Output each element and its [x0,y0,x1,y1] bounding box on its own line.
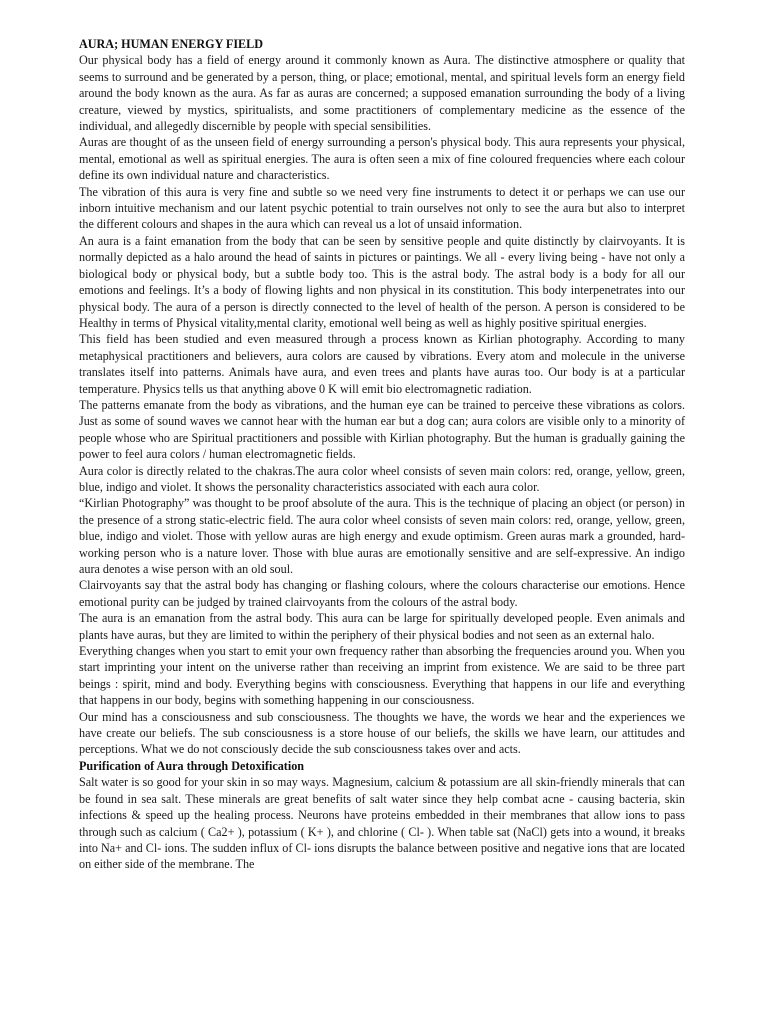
paragraph: Our mind has a consciousness and sub consciousness. The thoughts we have, the words we hear and the experiences we have create our beliefs. The sub consciousness is a store house of our beliefs, the skills we have learn, our attitudes and perceptions. What we do not consciously decide the sub consciousness takes over and acts. [79,709,685,757]
paragraph: Everything changes when you start to emit your own frequency rather than absorbing the frequencies around you. When you start imprinting your intent on the universe rather than receiving an imprint from existence. We are said to be three part beings : spirit, mind and body. Everything begins with consciousness. Everything that happens in our life and everything that happens in our body, begins with something happening in our consciousness. [79,644,685,708]
paragraph: Auras are thought of as the unseen field of energy surrounding a person's physical body. This aura represents your physical, mental, emotional as well as spiritual energies. The aura is often seen a mix of fine coloured frequencies where each colour define its own individual nature and characteristics. [79,135,685,183]
section-subheading: Purification of Aura through Detoxification [79,758,305,773]
paragraph: “Kirlian Photography” was thought to be proof absolute of the aura. This is the technique of placing an object (or person) in the presence of a strong static-electric field. The aura color wheel consists of seven main colors: red, orange, yellow, green, blue, indigo and violet. Those with yellow auras are high energy and exude optimism. Green auras mark a grounded, hard-working person who is a nature lover. Those with blue auras are emotionally sensitive and are self-expressive. An indigo aura denotes a wise person with an old soul. [79,496,685,576]
paragraph: The patterns emanate from the body as vibrations, and the human eye can be trained to perceive these vibrations as colors. Just as some of sound waves we cannot hear with the human ear but a dog can; aura colors are visible only to a minority of people whose who are Spiritual practitioners and possible with Kirlian photography. But the human is gradually gaining the power to feel aura colors / human electromagnetic fields. [79,397,685,462]
document-title: AURA; HUMAN ENERGY FIELD [79,37,264,51]
paragraph: Clairvoyants say that the astral body has changing or flashing colours, where the colours characterise our emotions. Hence emotional purity can be judged by trained clairvoyants from the colours of the astral body. [79,578,685,609]
paragraph: This field has been studied and even measured through a process known as Kirlian photography. According to many metaphysical practitioners and believers, aura colors are caused by vibrations. Every atom and molecule in the universe translates itself into patterns. Animals have aura, and even trees and plants have auras too. Our body is at a particular temperature. Physics tells us that anything above 0 K will emit bio electromagnetic radiation. [79,332,685,396]
paragraph: Our physical body has a field of energy around it commonly known as Aura. The distinctive atmosphere or quality that seems to surround and be generated by a person, thing, or place; emotional, mental, and spiritual levels form an energy field around the body known as the aura. As far as auras are concerned; a supposed emanation surrounding the body of a living creature, viewed by mystics, spiritualists, and some practitioners of complementary medicine as the essence of the individual, and allegedly discernible by people with special sensibilities. [79,53,685,134]
paragraph: The vibration of this aura is very fine and subtle so we need very fine instruments to detect it or perhaps we can use our inborn intuitive mechanism and our latent psychic potential to train ourselves not only to see the aura but also to interpret the different colours and shapes in the aura which can reveal us a lot of unsaid information. [79,184,685,232]
paragraph: Salt water is so good for your skin in so may ways. Magnesium, calcium & potassium are all skin-friendly minerals that can be found in sea salt. These minerals are great benefits of salt water since they help combat acne - causing bacteria, skin infections & speed up the healing process. Neurons have proteins embedded in their membranes that allow ions to pass through such as calcium ( Ca2+ ), potassium ( K+ ), and chlorine ( Cl- ). When table sat (NaCl) gets into a wound, it breaks into Na+ and Cl- ions. The sudden influx of Cl- ions disrupts the balance between positive and negative ions that are located on either side of the membrane. The [79,775,685,872]
paragraph: The aura is an emanation from the astral body. This aura can be large for spiritually developed people. Even animals and plants have auras, but they are limited to within the periphery of their physical bodies and not seen as an external halo. [79,611,685,642]
paragraph: Aura color is directly related to the chakras.The aura color wheel consists of seven main colors: red, orange, yellow, green, blue, indigo and violet. It shows the personality characteristics associated with each aura color. [79,463,685,494]
document-body [79,36,685,873]
paragraph: An aura is a faint emanation from the body that can be seen by sensitive people and quite distinctly by clairvoyants. It is normally depicted as a halo around the head of saints in pictures or paintings. We all - every living being - have not only a biological body or physical body, but a subtle body too. This is the astral body. The astral body is a body for all our emotions and feelings. It’s a body of flowing lights and non physical in its constitution. This body interpenetrates into our physical body. The aura of a person is directly connected to the level of health of the person. A person is considered to be Healthy in terms of Physical vitality,mental clarity, emotional well being as well as highly positive spiritual energies. [79,233,685,330]
